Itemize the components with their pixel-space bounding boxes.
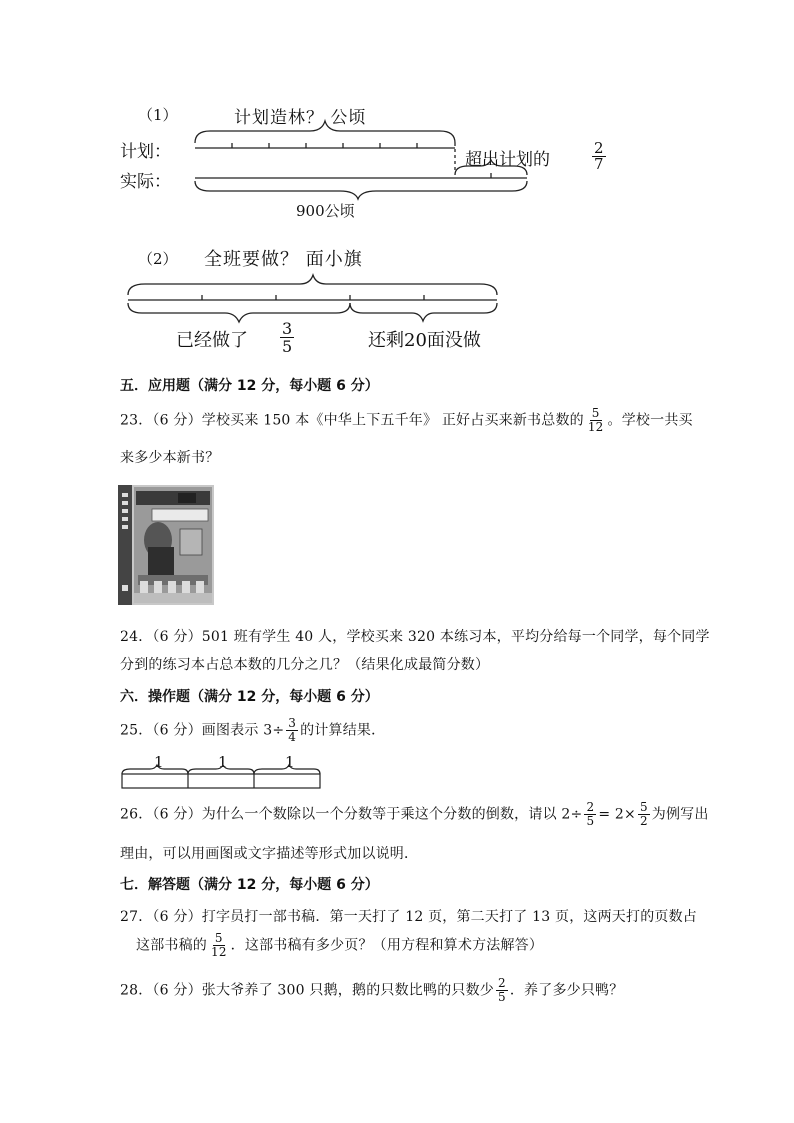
q25-bar xyxy=(122,774,320,788)
diagram-1-plan-label: 计划： xyxy=(120,142,171,162)
diagram-1-top-caption: 计划造林？ 公顷 xyxy=(234,108,367,128)
q28-suffix: ．养了多少只鸭？ xyxy=(509,982,624,999)
q25-brace-3 xyxy=(254,765,320,774)
q23-text-b: 。学校一共买 xyxy=(607,412,693,429)
q27-line2 xyxy=(136,932,543,959)
diagram-1-label: （1） xyxy=(138,106,178,124)
q26-fraction-2 xyxy=(638,801,650,828)
fraction-numerator: 5 xyxy=(591,406,600,420)
diagram-2-remain-text: 还剩20面没做 xyxy=(368,330,481,351)
fraction-denominator: 5 xyxy=(586,814,595,828)
q25-brace-2 xyxy=(188,765,254,774)
diagram-1-bottom-caption: 900公顷 xyxy=(296,202,355,220)
fraction-denominator: 2 xyxy=(639,814,648,828)
q26-text-b: 为例写出 xyxy=(651,806,709,823)
q28-prefix: 28．（6 分）张大爷养了 300 只鹅，鹅的只数比鸭的只数少 xyxy=(120,982,494,999)
q27-text-b: ．这部书稿有多少页？（用方程和算术方法解答） xyxy=(230,937,544,954)
q26-fraction-1 xyxy=(584,801,596,828)
q28-line xyxy=(120,977,623,1004)
q26-line1 xyxy=(120,801,709,828)
section-6-heading: 六．操作题（满分 12 分，每小题 6 分） xyxy=(120,689,379,705)
fraction-denominator: 4 xyxy=(288,730,297,744)
q27-fraction xyxy=(209,932,229,959)
diagram-2-top-caption: 全班要做？ 面小旗 xyxy=(204,249,363,270)
q23-text-a: 23．（6 分）学校买来 150 本《中华上下五千年》 正好占买来新书总数的 xyxy=(120,412,584,429)
q23-line2: 来多少本新书？ xyxy=(120,450,220,466)
q25-bar-label-1: 1 xyxy=(154,753,164,771)
fraction-denominator: 12 xyxy=(211,945,227,959)
fraction-numerator: 3 xyxy=(288,716,297,730)
fraction-denominator: 5 xyxy=(498,990,506,1004)
diagram-1-actual-label: 实际： xyxy=(120,172,171,192)
q25-bar-label-2: 1 xyxy=(218,753,228,771)
q25-prefix: 25．（6 分）画图表示 3÷ xyxy=(120,722,285,739)
diagram-2-label: （2） xyxy=(138,250,178,268)
q24-line1: 24．（6 分）501 班有学生 40 人，学校买来 320 本练习本，平均分给每一个同学，每个同学 xyxy=(120,629,710,645)
q26-mid: = 2× xyxy=(598,806,636,823)
fraction-denominator: 12 xyxy=(587,420,604,434)
q27-line1: 27．（6 分）打字员打一部书稿．第一天打了 12 页，第二天打了 13 页，这两天打的页数占 xyxy=(120,909,697,925)
q25-suffix: 的计算结果． xyxy=(300,722,386,739)
fraction-denominator: 5 xyxy=(282,337,293,356)
fraction-numerator: 2 xyxy=(586,800,595,814)
q27-text-a: 这部书稿的 xyxy=(136,937,207,954)
section-5-heading: 五．应用题（满分 12 分，每小题 6 分） xyxy=(120,378,379,394)
q26-text-a: 26．（6 分）为什么一个数除以一个分数等于乘这个分数的倒数，请以 2÷ xyxy=(120,806,583,823)
fraction-numerator: 3 xyxy=(282,319,293,338)
q25-brace-1 xyxy=(122,765,188,774)
q26-line2: 理由，可以用画图或文字描述等形式加以说明． xyxy=(120,846,419,862)
fraction-numerator: 2 xyxy=(594,139,604,157)
fraction-numerator: 5 xyxy=(639,800,648,814)
q25-bar-label-3: 1 xyxy=(285,753,295,771)
diagram-1-exceed-text: 超出计划的 xyxy=(465,150,550,170)
q28-fraction xyxy=(496,977,508,1004)
fraction-numerator: 2 xyxy=(498,976,506,990)
section-7-heading: 七．解答题（满分 12 分，每小题 6 分） xyxy=(120,877,379,893)
diagram-2-done-text: 已经做了 xyxy=(176,330,248,351)
fraction-numerator: 5 xyxy=(214,931,223,945)
fraction-denominator: 7 xyxy=(594,155,604,173)
q24-line2: 分到的练习本占总本数的几分之几？（结果化成最简分数） xyxy=(120,657,490,673)
